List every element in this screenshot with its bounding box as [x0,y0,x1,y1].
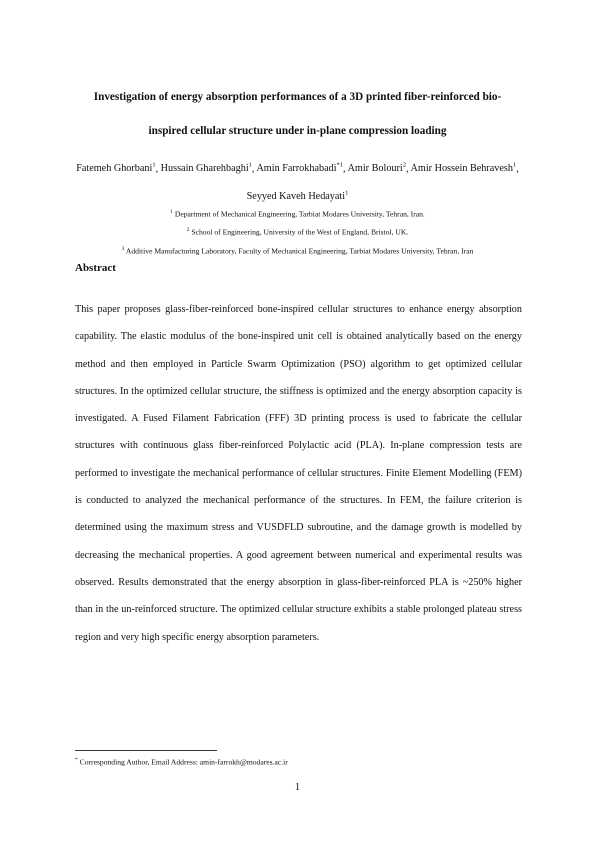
author: Hussain Gharehbaghi$^1$ [160,162,252,175]
author: Amir Hossein Behravesh$^1$ [410,162,517,175]
abstract-heading: Abstract [75,262,116,274]
footnote: * Corresponding Author, Email Address: amin-farrokh@modares.ac.ir [75,757,288,767]
title-line-2: inspired cellular structure under in-plane compression loading [148,125,447,137]
author: Amin Farrokhabadi$^{*1}$ [256,162,344,175]
footnote-text: Corresponding Author, Email Address: amin-farrokh@modares.ac.ir [79,757,288,767]
author: Amir Bolouri$^2$ [347,162,406,175]
affiliation: $^2$ School of Engineering, University of the West of England, Bristol, UK. [186,227,409,237]
author: Seyyed Kaveh Hedayati$^1$ [246,189,349,202]
footnote-divider [75,750,217,751]
author-list: Fatemeh Ghorbani$^1$, Hussain Gharehbaghi$^1$, Amin Farrokhabadi$^{*1}$, Amir Bolouri$^2$, Amir Hossein Behravesh$^1$, Seyyed Kaveh Hedayati$^1$ [76,162,519,202]
page-number: 1 [294,782,301,793]
abstract-body: This paper proposes glass-fiber-reinforced bone-inspired cellular structures to enhance energy absorption capability. The elastic modulus of the bone-inspired unit cell is obtained analytically based on the energy method and then employed in Particle Swarm Optimization (PSO) algorithm to get optimized cellular structures. In the optimized cellular structure, the stiffness is optimized and the energy absorption capacity is investigated. A Fused Filament Fabrication (FFF) 3D printing process is used to fabricate the cellular structures with continuous glass fiber-reinforced Polylactic acid (PLA). In-plane compression tests are performed to investigate the mechanical performance of cellular structures. Finite Element Modelling (FEM) is conducted to analyzed the mechanical performance of the structures. In FEM, the failure criterion is determined using the maximum stress and VUSDFLD subroutine, and the damage growth is modelled by decreasing the mechanical properties. A good agreement between numerical and experimental results was observed. Results demonstrated that the energy absorption in glass-fiber-reinforced PLA is ~250% higher than in the un-reinforced structure. The optimized cellular structure exhibits a stable prolonged plateau stress region and very high specific energy absorption parameters. [75,304,522,643]
title-line-1: Investigation of energy absorption performances of a 3D printed fiber-reinforced bio- [93,91,502,103]
affiliation: $^1$ Department of Mechanical Engineering, Tarbiat Modares University, Tehran, Iran. [170,209,425,219]
paper-title [60,80,535,148]
author: Fatemeh Ghorbani$^1$ [76,162,156,175]
affiliation: $^3$ Additive Manufacturing Laboratory, Faculty of Mechanical Engineering, Tarbiat Modares University, Tehran, Iran [121,246,474,256]
